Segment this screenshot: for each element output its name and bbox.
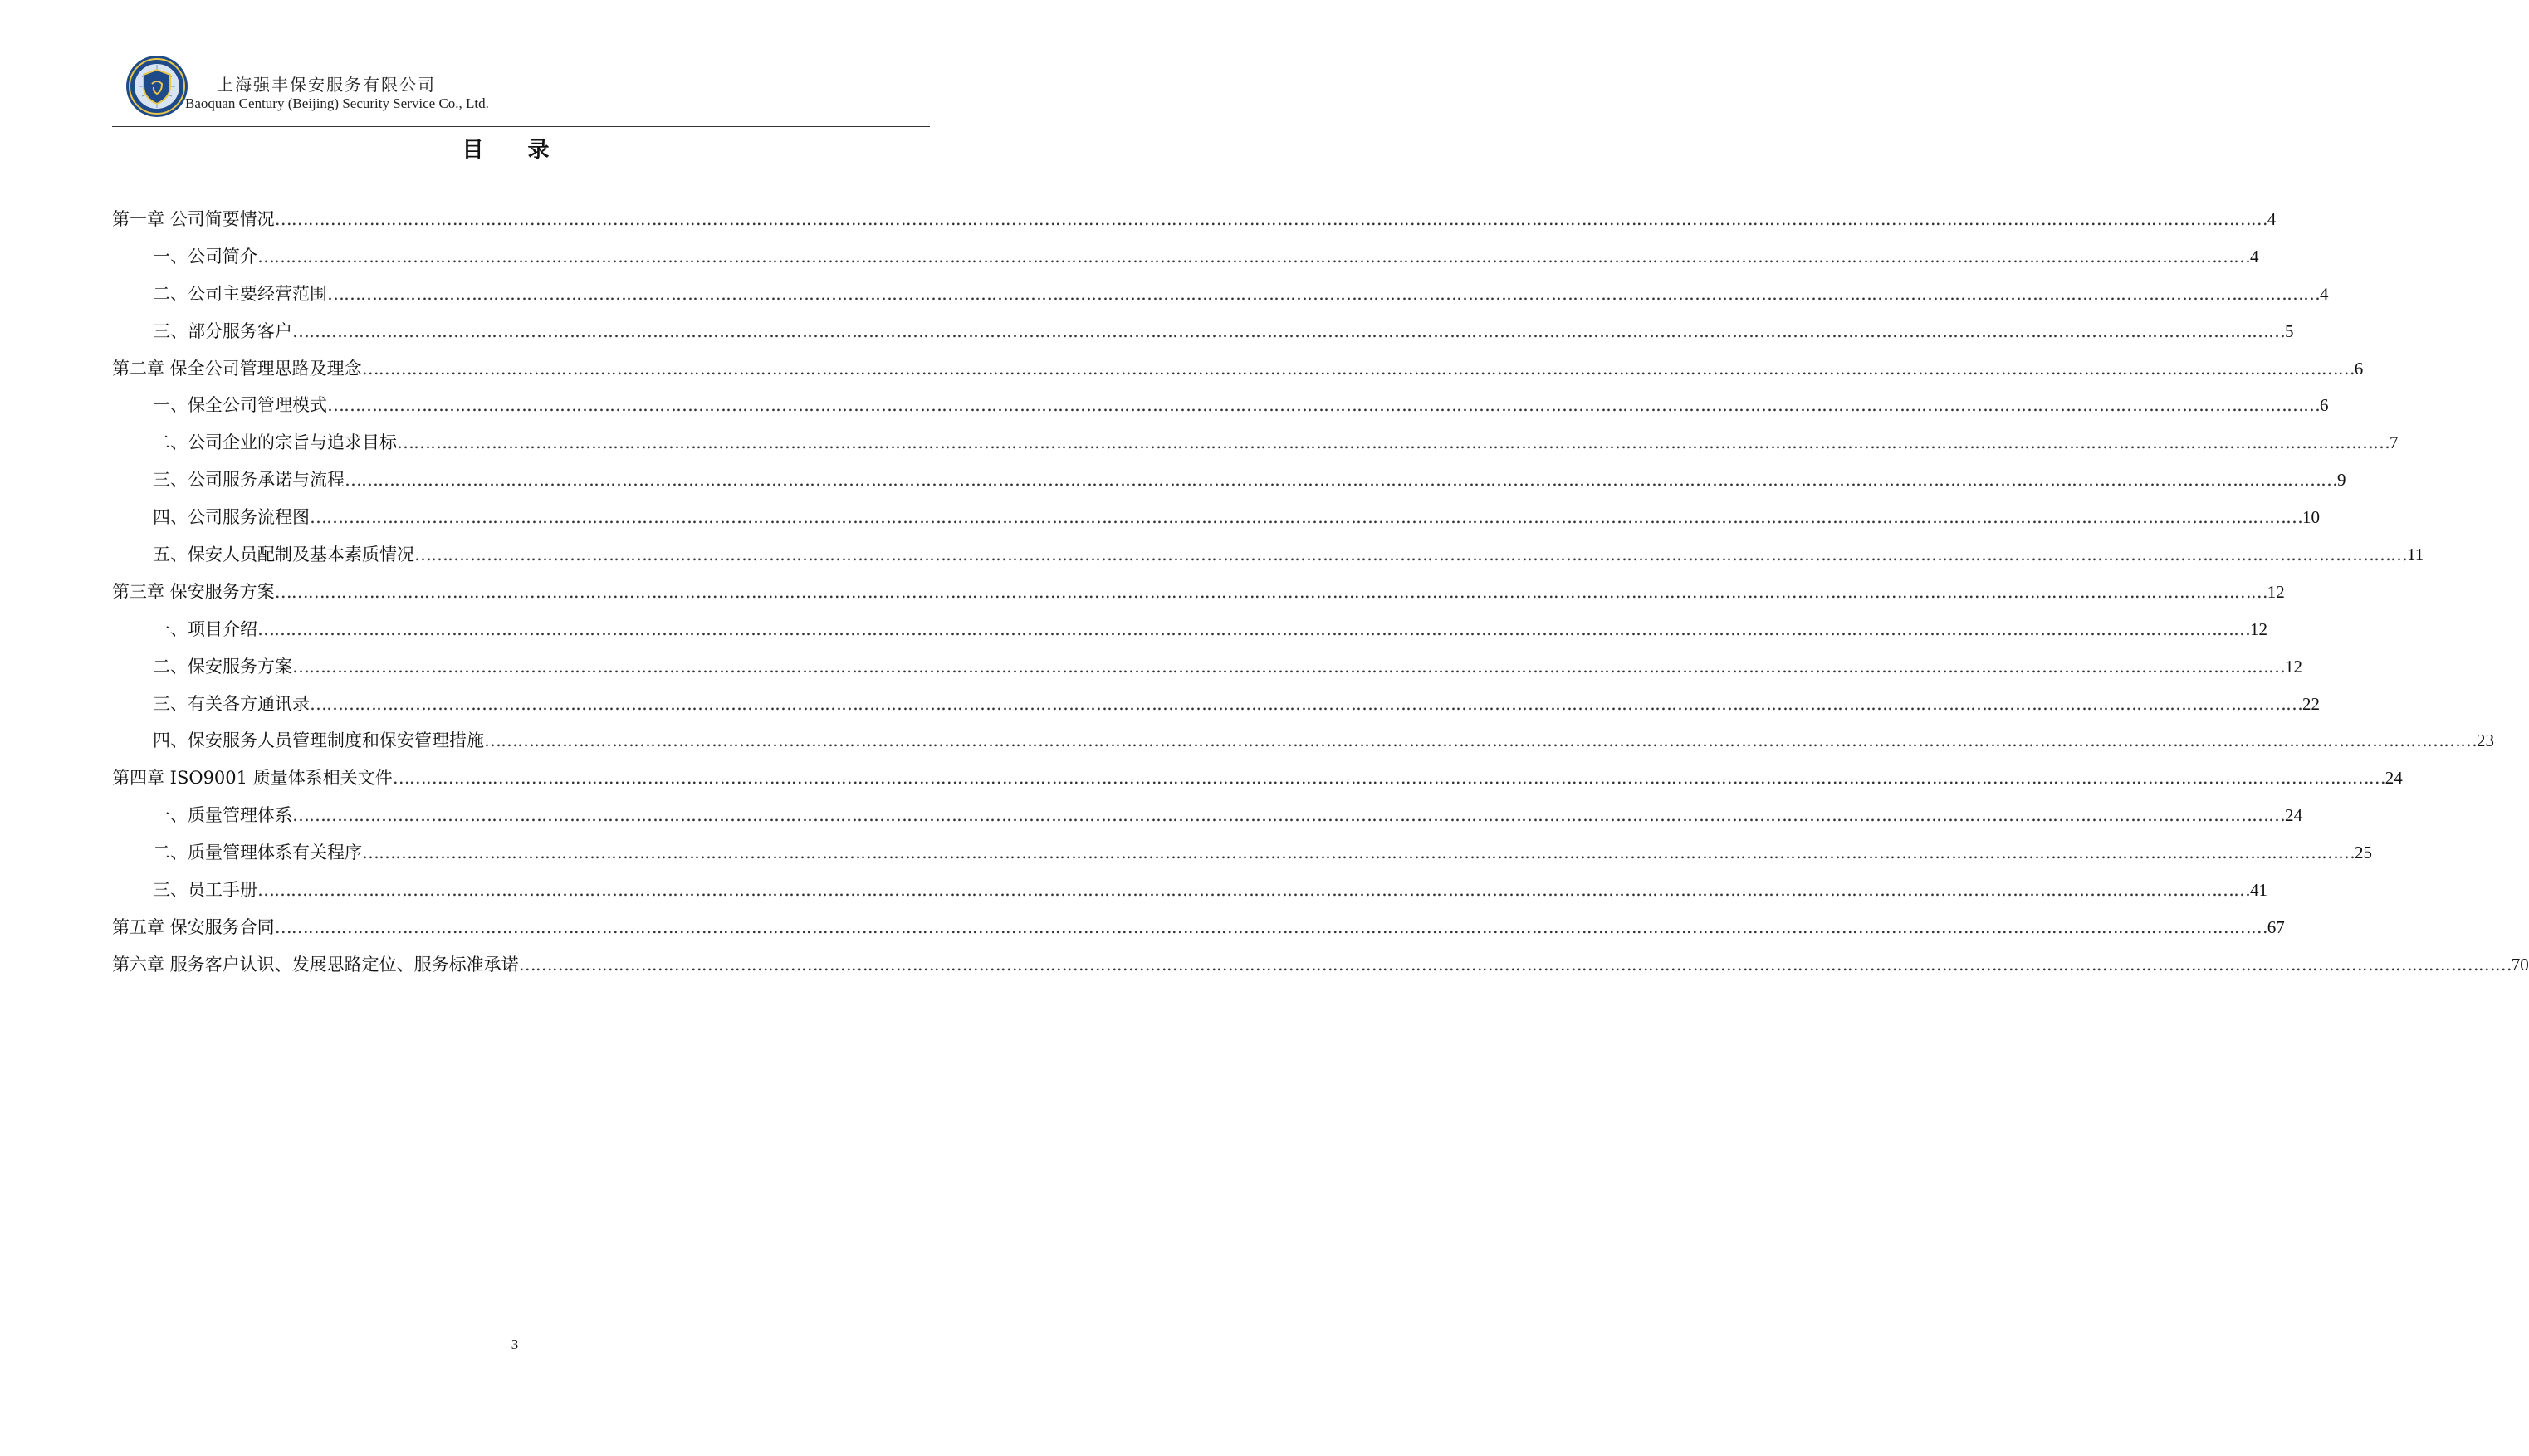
toc-entry-label: 三、部分服务客户 <box>153 320 292 341</box>
toc-dot-leader: ……………………………………………………………………………………………………………………………………………………………………………………………………………………………………………………………………………………………………………………………… <box>327 395 2320 416</box>
page-number: 3 <box>511 1336 519 1352</box>
toc-chapter-entry[interactable] <box>112 206 2277 243</box>
toc-dot-leader: ……………………………………………………………………………………………………………………………………………………………………………………………………………………………………………………………………………………………………………………………… <box>362 843 2355 863</box>
toc-entry-label: 三、有关各方通讯录 <box>153 693 310 714</box>
toc-section-entry[interactable] <box>112 392 2329 429</box>
company-name-cn: 上海强丰保安服务有限公司 <box>217 75 436 95</box>
toc-entry-page: 7 <box>2390 432 2399 453</box>
toc-entry-page: 6 <box>2320 395 2329 416</box>
toc-title: 目 录 <box>462 138 568 163</box>
toc-chapter-entry[interactable] <box>112 951 2529 989</box>
toc-section-entry[interactable] <box>112 653 2302 691</box>
toc-entry-page: 9 <box>2337 470 2346 491</box>
toc-entry-label: 四、保安服务人员管理制度和保安管理措施 <box>153 730 484 751</box>
toc-dot-leader: ……………………………………………………………………………………………………………………………………………………………………………………………………………………………………………………………………………………………………………………………… <box>292 656 2285 677</box>
toc-dot-leader: ……………………………………………………………………………………………………………………………………………………………………………………………………………………………………………………………………………………………………………………………… <box>274 916 2267 937</box>
toc-section-entry[interactable] <box>112 281 2329 318</box>
toc-entry-page: 12 <box>2267 581 2285 602</box>
toc-chapter-entry[interactable] <box>112 355 2364 393</box>
toc-entry-label: 二、公司主要经营范围 <box>153 283 327 304</box>
toc-entry-label: 五、保安人员配制及基本素质情况 <box>153 545 414 565</box>
toc-entry-label: 四、公司服务流程图 <box>153 507 310 528</box>
company-logo-icon <box>125 55 188 118</box>
toc-dot-leader: ……………………………………………………………………………………………………………………………………………………………………………………………………………………………………………………………………………………………………………………………… <box>310 693 2302 714</box>
toc-section-entry[interactable] <box>112 839 2372 877</box>
toc-entry-label: 第六章 服务客户认识、发展思路定位、服务标准承诺 <box>112 954 519 975</box>
toc-section-entry[interactable] <box>112 243 2259 281</box>
toc-dot-leader: ……………………………………………………………………………………………………………………………………………………………………………………………………………………………………………………………………………………………………………………………… <box>292 320 2285 341</box>
toc-entry-label: 一、公司简介 <box>153 246 257 266</box>
toc-entry-page: 5 <box>2285 320 2294 341</box>
toc-entry-label: 第四章 ISO9001 质量体系相关文件 <box>112 768 393 789</box>
toc-chapter-entry[interactable] <box>112 914 2285 951</box>
toc-entry-page: 4 <box>2250 246 2259 266</box>
toc-entry-page: 10 <box>2302 507 2320 528</box>
toc-dot-leader: ……………………………………………………………………………………………………………………………………………………………………………………………………………………………………………………………………………………………………………………………… <box>292 805 2285 826</box>
toc-entry-page: 23 <box>2477 730 2494 751</box>
toc-section-entry[interactable] <box>112 691 2320 728</box>
header-divider <box>112 126 930 127</box>
toc-dot-leader: ……………………………………………………………………………………………………………………………………………………………………………………………………………………………………………………………………………………………………………………………… <box>274 581 2267 602</box>
toc-entry-label: 一、项目介绍 <box>153 618 257 639</box>
toc-section-entry[interactable] <box>112 616 2267 653</box>
toc-entry-label: 二、公司企业的宗旨与追求目标 <box>153 432 397 453</box>
table-of-contents <box>112 206 2529 989</box>
toc-entry-page: 6 <box>2354 358 2364 379</box>
toc-dot-leader: ……………………………………………………………………………………………………………………………………………………………………………………………………………………………………………………………………………………………………………………………… <box>327 283 2320 304</box>
toc-entry-page: 67 <box>2267 916 2285 937</box>
toc-section-entry[interactable] <box>112 504 2320 541</box>
toc-entry-label: 二、质量管理体系有关程序 <box>153 843 362 863</box>
toc-dot-leader: ……………………………………………………………………………………………………………………………………………………………………………………………………………………………………………………………………………………………………………………………… <box>414 545 2407 565</box>
toc-dot-leader: ……………………………………………………………………………………………………………………………………………………………………………………………………………………………………………………………………………………………………………………………… <box>257 880 2250 901</box>
toc-dot-leader: ……………………………………………………………………………………………………………………………………………………………………………………………………………………………………………………………………………………………………………………………… <box>392 768 2385 789</box>
toc-chapter-entry[interactable] <box>112 765 2403 802</box>
toc-section-entry[interactable] <box>112 467 2346 504</box>
toc-entry-label: 二、保安服务方案 <box>153 656 292 677</box>
toc-entry-label: 第三章 保安服务方案 <box>112 581 275 602</box>
toc-dot-leader: ……………………………………………………………………………………………………………………………………………………………………………………………………………………………………………………………………………………………………………………………… <box>397 432 2390 453</box>
toc-entry-page: 12 <box>2250 618 2267 639</box>
company-name-en: Baoquan Century (Beijing) Security Service Co., Ltd. <box>185 95 489 111</box>
toc-entry-page: 25 <box>2355 843 2372 863</box>
toc-entry-label: 三、员工手册 <box>153 880 257 901</box>
toc-entry-page: 4 <box>2267 209 2277 229</box>
toc-section-entry[interactable] <box>112 318 2294 355</box>
toc-entry-page: 4 <box>2320 283 2329 304</box>
toc-entry-page: 12 <box>2285 656 2302 677</box>
toc-dot-leader: ……………………………………………………………………………………………………………………………………………………………………………………………………………………………………………………………………………………………………………………………… <box>257 246 2250 266</box>
page-header <box>112 48 942 128</box>
toc-entry-page: 70 <box>2511 954 2529 975</box>
toc-entry-page: 22 <box>2302 693 2320 714</box>
toc-section-entry[interactable] <box>112 877 2267 914</box>
toc-entry-page: 24 <box>2285 805 2302 826</box>
toc-entry-label: 三、公司服务承诺与流程 <box>153 470 345 491</box>
toc-section-entry[interactable] <box>112 727 2494 765</box>
toc-entry-page: 41 <box>2250 880 2267 901</box>
toc-dot-leader: ……………………………………………………………………………………………………………………………………………………………………………………………………………………………………………………………………………………………………………………………… <box>345 470 2337 491</box>
toc-dot-leader: ……………………………………………………………………………………………………………………………………………………………………………………………………………………………………………………………………………………………………………………………… <box>518 954 2512 975</box>
toc-dot-leader: ……………………………………………………………………………………………………………………………………………………………………………………………………………………………………………………………………………………………………………………………… <box>274 209 2267 229</box>
toc-entry-page: 24 <box>2385 768 2403 789</box>
toc-section-entry[interactable] <box>112 429 2399 467</box>
toc-section-entry[interactable] <box>112 802 2302 839</box>
toc-dot-leader: ……………………………………………………………………………………………………………………………………………………………………………………………………………………………………………………………………………………………………………………………… <box>257 618 2250 639</box>
toc-dot-leader: ……………………………………………………………………………………………………………………………………………………………………………………………………………………………………………………………………………………………………………………………… <box>361 358 2355 379</box>
toc-entry-label: 一、保全公司管理模式 <box>153 395 327 416</box>
toc-entry-label: 第二章 保全公司管理思路及理念 <box>112 358 362 379</box>
toc-chapter-entry[interactable] <box>112 579 2285 616</box>
toc-entry-label: 一、质量管理体系 <box>153 805 292 826</box>
toc-entry-label: 第五章 保安服务合同 <box>112 916 275 937</box>
toc-entry-page: 11 <box>2407 545 2424 565</box>
toc-dot-leader: ……………………………………………………………………………………………………………………………………………………………………………………………………………………………………………………………………………………………………………………………… <box>484 730 2477 751</box>
toc-section-entry[interactable] <box>112 541 2424 579</box>
toc-entry-label: 第一章 公司简要情况 <box>112 209 275 229</box>
toc-dot-leader: ……………………………………………………………………………………………………………………………………………………………………………………………………………………………………………………………………………………………………………………………… <box>310 507 2302 528</box>
